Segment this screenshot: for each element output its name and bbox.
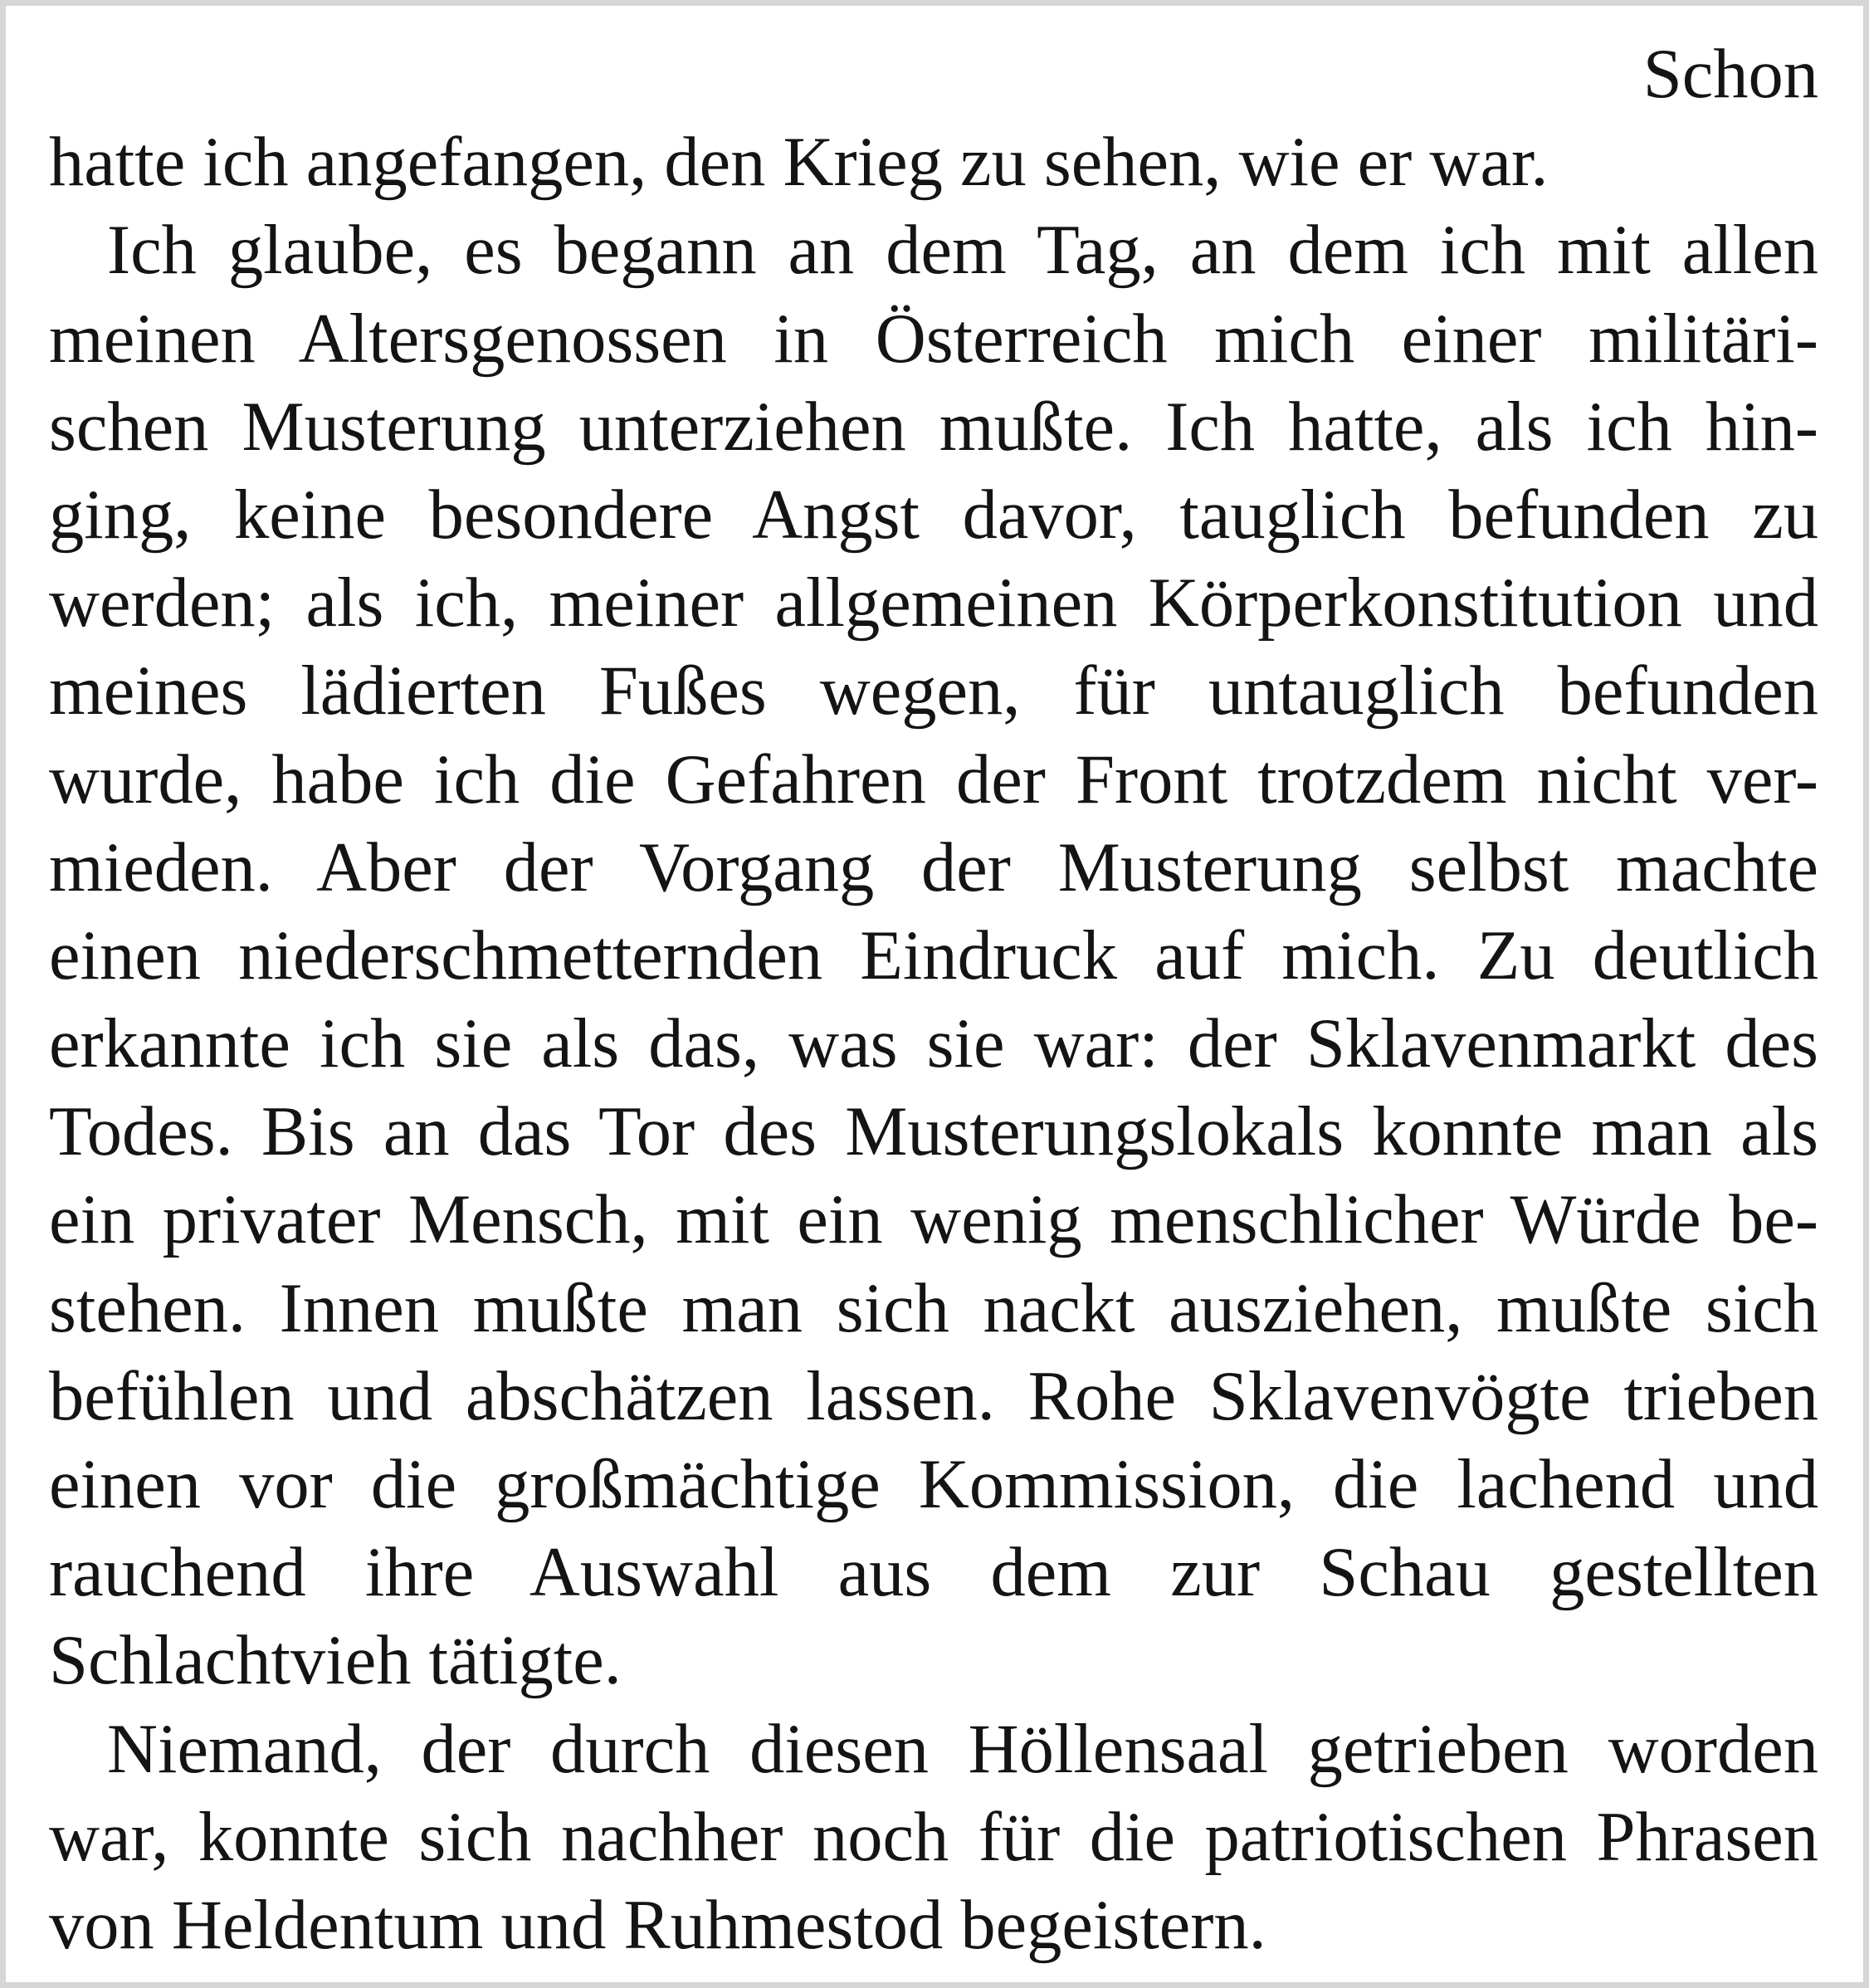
text-line: Todes. Bis an das Tor des Musterungslokals konnte man als bbox=[49, 1093, 1818, 1171]
text-line: von Heldentum und Ruhmestod begeistern. bbox=[49, 1886, 1266, 1964]
text-line: befühlen und abschätzen lassen. Rohe Sklavenvögte trieben bbox=[49, 1357, 1818, 1435]
text-line: Ich glaube, es begann an dem Tag, an dem ich mit allen bbox=[107, 212, 1818, 290]
text-line: mieden. Aber der Vorgang der Musterung selbst machte bbox=[49, 828, 1818, 906]
paragraph-3 bbox=[49, 1706, 1818, 1971]
text-line: meinen Altersgenossen in Österreich mich einer militäri- bbox=[49, 300, 1818, 378]
paragraph-2 bbox=[49, 207, 1818, 1705]
text-column bbox=[49, 31, 1818, 1970]
text-line: ein privater Mensch, mit ein wenig menschlicher Würde be- bbox=[49, 1181, 1818, 1259]
text-line: Schon bbox=[1642, 36, 1818, 113]
text-line: einen niederschmetternden Eindruck auf mich. Zu deutlich bbox=[49, 916, 1818, 994]
text-line: hatte ich angefangen, den Krieg zu sehen, wie er war. bbox=[49, 124, 1549, 202]
paragraph-1 bbox=[49, 31, 1818, 207]
text-line: einen vor die großmächtige Kommission, die lachend und bbox=[49, 1446, 1818, 1523]
text-line: Niemand, der durch diesen Höllensaal getrieben worden bbox=[107, 1710, 1818, 1788]
text-line: werden; als ich, meiner allgemeinen Körperkonstitution und bbox=[49, 564, 1818, 642]
text-line: meines lädierten Fußes wegen, für untauglich befunden bbox=[49, 652, 1818, 730]
text-line: Schlachtvieh tätigte. bbox=[49, 1622, 622, 1700]
text-line: wurde, habe ich die Gefahren der Front trotzdem nicht ver- bbox=[49, 740, 1818, 818]
text-line: rauchend ihre Auswahl aus dem zur Schau gestellten bbox=[49, 1534, 1818, 1612]
text-line: erkannte ich sie als das, was sie war: der Sklavenmarkt des bbox=[49, 1005, 1818, 1083]
text-line: war, konnte sich nachher noch für die patriotischen Phrasen bbox=[49, 1798, 1818, 1876]
text-line: stehen. Innen mußte man sich nackt ausziehen, mußte sich bbox=[49, 1269, 1818, 1347]
text-line: ging, keine besondere Angst davor, tauglich befunden zu bbox=[49, 476, 1818, 554]
text-line: schen Musterung unterziehen mußte. Ich hatte, als ich hin- bbox=[49, 388, 1818, 466]
